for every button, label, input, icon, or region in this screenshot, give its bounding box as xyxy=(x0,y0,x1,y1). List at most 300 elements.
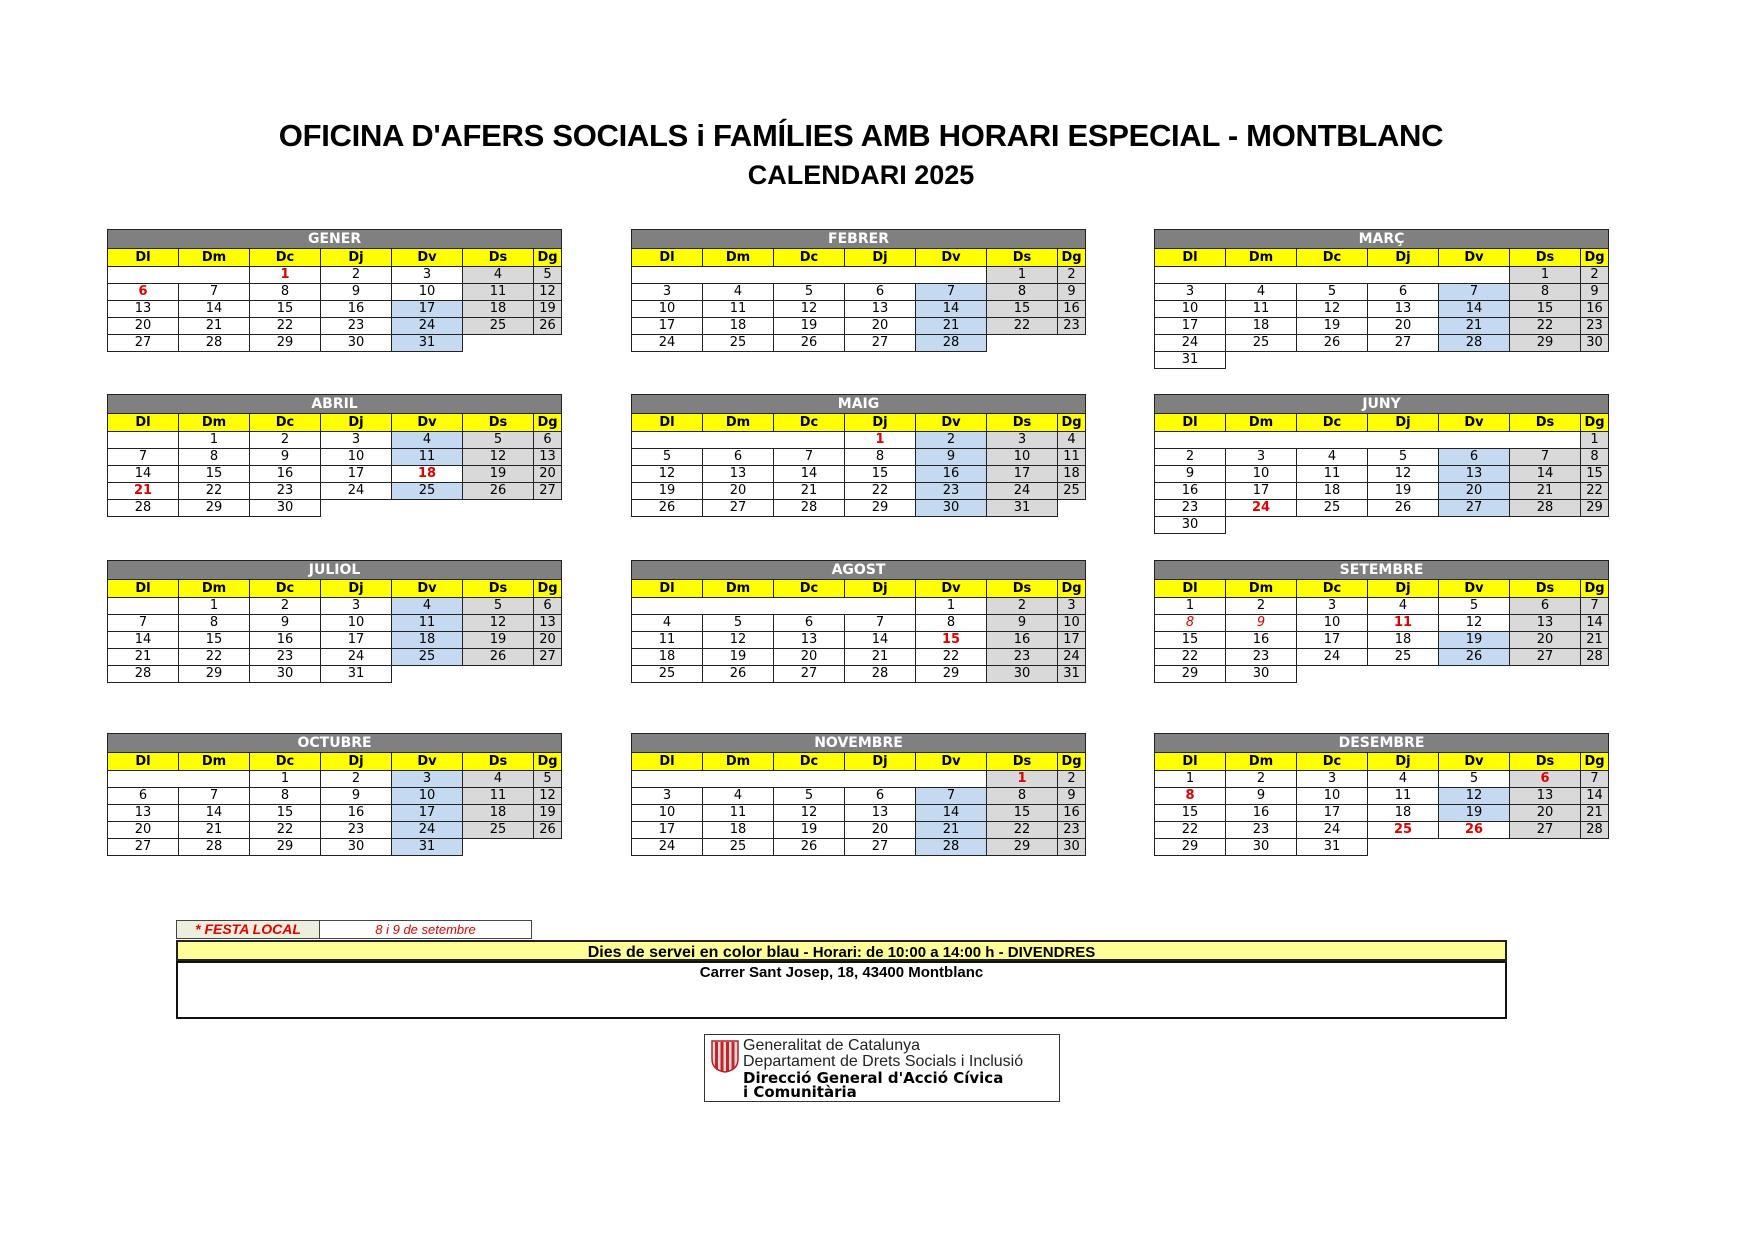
day-cell: 31 xyxy=(1058,666,1086,683)
day-cell: 20 xyxy=(534,466,562,483)
weekday-header: Dl xyxy=(1155,249,1226,267)
empty-cell xyxy=(1581,517,1609,534)
day-cell: 25 xyxy=(1226,335,1297,352)
weekday-header: Ds xyxy=(463,414,534,432)
day-cell: 20 xyxy=(534,632,562,649)
weekday-header: Dm xyxy=(179,414,250,432)
weekday-header: Dj xyxy=(321,414,392,432)
day-cell: 2 xyxy=(250,598,321,615)
day-cell: 4 xyxy=(463,771,534,788)
day-cell: 18 xyxy=(703,822,774,839)
day-cell: 8 xyxy=(845,449,916,466)
day-cell: 11 xyxy=(392,449,463,466)
day-cell: 29 xyxy=(1155,666,1226,683)
day-cell: 12 xyxy=(1439,788,1510,805)
day-cell: 4 xyxy=(463,267,534,284)
weekday-header: Dg xyxy=(534,249,562,267)
day-cell: 9 xyxy=(1058,284,1086,301)
day-cell: 10 xyxy=(1155,301,1226,318)
empty-cell xyxy=(392,500,463,517)
day-cell: 27 xyxy=(108,839,179,856)
day-cell: 30 xyxy=(321,839,392,856)
weekday-header: Ds xyxy=(463,580,534,598)
day-cell: 26 xyxy=(1368,500,1439,517)
day-cell: 28 xyxy=(179,335,250,352)
day-cell: 2 xyxy=(1581,267,1609,284)
day-cell: 20 xyxy=(774,649,845,666)
empty-cell xyxy=(463,500,534,517)
day-cell: 26 xyxy=(774,839,845,856)
day-cell: 1 xyxy=(987,771,1058,788)
day-cell: 1 xyxy=(179,432,250,449)
local-holiday-label: * FESTA LOCAL xyxy=(176,920,320,939)
weekday-header: Dl xyxy=(632,249,703,267)
day-cell: 2 xyxy=(987,598,1058,615)
weekday-header: Dg xyxy=(1581,249,1609,267)
weekday-header: Dm xyxy=(1226,580,1297,598)
day-cell: 24 xyxy=(632,839,703,856)
month-title: DESEMBRE xyxy=(1155,734,1609,753)
day-cell: 22 xyxy=(845,483,916,500)
day-cell: 17 xyxy=(1058,632,1086,649)
day-cell: 19 xyxy=(774,318,845,335)
day-cell: 19 xyxy=(632,483,703,500)
day-cell: 17 xyxy=(392,301,463,318)
day-cell: 1 xyxy=(916,598,987,615)
day-cell: 23 xyxy=(987,649,1058,666)
day-cell: 9 xyxy=(1226,615,1297,632)
day-cell: 17 xyxy=(1155,318,1226,335)
month-novembre xyxy=(631,733,1085,856)
day-cell: 21 xyxy=(1439,318,1510,335)
day-cell: 3 xyxy=(1297,598,1368,615)
weekday-header: Ds xyxy=(1510,414,1581,432)
day-cell: 8 xyxy=(250,788,321,805)
day-cell: 14 xyxy=(916,805,987,822)
day-cell: 5 xyxy=(463,598,534,615)
day-cell: 24 xyxy=(1226,500,1297,517)
day-cell: 13 xyxy=(534,615,562,632)
day-cell: 15 xyxy=(1155,805,1226,822)
day-cell: 3 xyxy=(392,267,463,284)
day-cell: 24 xyxy=(392,318,463,335)
day-cell: 11 xyxy=(392,615,463,632)
day-cell: 1 xyxy=(1155,598,1226,615)
empty-cell xyxy=(108,771,250,788)
day-cell: 18 xyxy=(703,318,774,335)
day-cell: 19 xyxy=(463,466,534,483)
month-setembre xyxy=(1154,560,1608,683)
day-cell: 14 xyxy=(1439,301,1510,318)
day-cell: 2 xyxy=(1155,449,1226,466)
day-cell: 27 xyxy=(774,666,845,683)
day-cell: 29 xyxy=(1510,335,1581,352)
day-cell: 18 xyxy=(1368,632,1439,649)
weekday-header: Dj xyxy=(845,249,916,267)
day-cell: 19 xyxy=(1439,805,1510,822)
empty-cell xyxy=(1510,666,1581,683)
weekday-header: Dc xyxy=(1297,753,1368,771)
empty-cell xyxy=(463,335,534,352)
weekday-header: Dv xyxy=(1439,580,1510,598)
day-cell: 22 xyxy=(1510,318,1581,335)
day-cell: 13 xyxy=(1510,615,1581,632)
day-cell: 26 xyxy=(1439,649,1510,666)
day-cell: 4 xyxy=(703,284,774,301)
empty-cell xyxy=(321,500,392,517)
weekday-header: Ds xyxy=(463,753,534,771)
day-cell: 26 xyxy=(774,335,845,352)
day-cell: 12 xyxy=(632,466,703,483)
day-cell: 6 xyxy=(774,615,845,632)
day-cell: 3 xyxy=(1226,449,1297,466)
day-cell: 15 xyxy=(1581,466,1609,483)
address-text: Carrer Sant Josep, 18, 43400 Montblanc xyxy=(699,964,984,981)
day-cell: 3 xyxy=(1155,284,1226,301)
day-cell: 22 xyxy=(179,483,250,500)
page-title: OFICINA D'AFERS SOCIALS i FAMÍLIES AMB HORARI ESPECIAL - MONTBLANC xyxy=(278,118,1444,153)
day-cell: 6 xyxy=(108,788,179,805)
weekday-header: Dv xyxy=(916,753,987,771)
month-febrer xyxy=(631,229,1085,352)
day-cell: 15 xyxy=(987,301,1058,318)
day-cell: 11 xyxy=(703,805,774,822)
day-cell: 21 xyxy=(179,822,250,839)
day-cell: 13 xyxy=(1368,301,1439,318)
empty-cell xyxy=(1439,839,1510,856)
day-cell: 18 xyxy=(632,649,703,666)
day-cell: 13 xyxy=(108,301,179,318)
day-cell: 12 xyxy=(1439,615,1510,632)
day-cell: 14 xyxy=(179,805,250,822)
day-cell: 6 xyxy=(108,284,179,301)
logo-line-2: Departament de Drets Socials i Inclusió xyxy=(743,1053,1024,1070)
weekday-header: Dm xyxy=(179,753,250,771)
day-cell: 18 xyxy=(1297,483,1368,500)
day-cell: 23 xyxy=(1226,649,1297,666)
empty-cell xyxy=(1439,517,1510,534)
day-cell: 2 xyxy=(916,432,987,449)
empty-cell xyxy=(1155,267,1510,284)
month-octubre xyxy=(107,733,561,856)
day-cell: 27 xyxy=(845,335,916,352)
weekday-header: Dm xyxy=(1226,753,1297,771)
day-cell: 10 xyxy=(987,449,1058,466)
day-cell: 30 xyxy=(321,335,392,352)
day-cell: 6 xyxy=(534,598,562,615)
day-cell: 30 xyxy=(1581,335,1609,352)
day-cell: 16 xyxy=(987,632,1058,649)
weekday-header: Dg xyxy=(1058,414,1086,432)
day-cell: 6 xyxy=(703,449,774,466)
day-cell: 11 xyxy=(463,284,534,301)
weekday-header: Dj xyxy=(1368,753,1439,771)
day-cell: 13 xyxy=(703,466,774,483)
logo-line-1: Generalitat de Catalunya xyxy=(743,1037,920,1054)
day-cell: 2 xyxy=(321,771,392,788)
empty-cell xyxy=(534,666,562,683)
weekday-header: Dl xyxy=(108,414,179,432)
weekday-header: Dc xyxy=(774,414,845,432)
weekday-header: Dm xyxy=(703,414,774,432)
empty-cell xyxy=(463,839,534,856)
empty-cell xyxy=(632,432,845,449)
weekday-header: Dg xyxy=(1581,753,1609,771)
weekday-header: Dm xyxy=(179,580,250,598)
day-cell: 5 xyxy=(534,267,562,284)
month-title: MARÇ xyxy=(1155,230,1609,249)
day-cell: 29 xyxy=(1155,839,1226,856)
day-cell: 6 xyxy=(845,284,916,301)
weekday-header: Dc xyxy=(250,753,321,771)
day-cell: 20 xyxy=(1439,483,1510,500)
day-cell: 26 xyxy=(534,822,562,839)
day-cell: 25 xyxy=(632,666,703,683)
day-cell: 3 xyxy=(632,284,703,301)
empty-cell xyxy=(1226,352,1297,369)
day-cell: 24 xyxy=(392,822,463,839)
day-cell: 25 xyxy=(703,335,774,352)
day-cell: 7 xyxy=(845,615,916,632)
month-title: FEBRER xyxy=(632,230,1086,249)
month-title: AGOST xyxy=(632,561,1086,580)
day-cell: 20 xyxy=(108,822,179,839)
day-cell: 15 xyxy=(845,466,916,483)
day-cell: 24 xyxy=(321,483,392,500)
day-cell: 21 xyxy=(916,318,987,335)
day-cell: 29 xyxy=(179,500,250,517)
day-cell: 1 xyxy=(1581,432,1609,449)
day-cell: 19 xyxy=(703,649,774,666)
day-cell: 24 xyxy=(321,649,392,666)
day-cell: 28 xyxy=(108,500,179,517)
empty-cell xyxy=(1510,839,1581,856)
day-cell: 23 xyxy=(1058,822,1086,839)
day-cell: 25 xyxy=(463,318,534,335)
day-cell: 24 xyxy=(987,483,1058,500)
day-cell: 11 xyxy=(1226,301,1297,318)
day-cell: 14 xyxy=(774,466,845,483)
day-cell: 5 xyxy=(703,615,774,632)
month-title: OCTUBRE xyxy=(108,734,562,753)
day-cell: 5 xyxy=(1368,449,1439,466)
day-cell: 3 xyxy=(1058,598,1086,615)
weekday-header: Dc xyxy=(774,249,845,267)
day-cell: 31 xyxy=(1155,352,1226,369)
day-cell: 12 xyxy=(703,632,774,649)
day-cell: 22 xyxy=(1155,822,1226,839)
day-cell: 11 xyxy=(1368,615,1439,632)
day-cell: 18 xyxy=(463,301,534,318)
day-cell: 11 xyxy=(463,788,534,805)
day-cell: 3 xyxy=(1297,771,1368,788)
day-cell: 24 xyxy=(1297,822,1368,839)
empty-cell xyxy=(1155,432,1581,449)
day-cell: 20 xyxy=(845,318,916,335)
day-cell: 12 xyxy=(774,301,845,318)
day-cell: 19 xyxy=(774,822,845,839)
day-cell: 12 xyxy=(774,805,845,822)
day-cell: 29 xyxy=(250,839,321,856)
weekday-header: Dg xyxy=(1581,580,1609,598)
day-cell: 21 xyxy=(845,649,916,666)
day-cell: 7 xyxy=(1510,449,1581,466)
empty-cell xyxy=(1581,352,1609,369)
day-cell: 27 xyxy=(108,335,179,352)
weekday-header: Ds xyxy=(987,414,1058,432)
weekday-header: Dj xyxy=(845,753,916,771)
day-cell: 23 xyxy=(1581,318,1609,335)
weekday-header: Ds xyxy=(987,249,1058,267)
day-cell: 10 xyxy=(632,805,703,822)
day-cell: 13 xyxy=(1439,466,1510,483)
weekday-header: Dj xyxy=(321,753,392,771)
weekday-header: Dv xyxy=(1439,753,1510,771)
day-cell: 16 xyxy=(321,301,392,318)
day-cell: 7 xyxy=(774,449,845,466)
month-juny xyxy=(1154,394,1608,534)
day-cell: 16 xyxy=(321,805,392,822)
day-cell: 7 xyxy=(179,284,250,301)
day-cell: 24 xyxy=(1297,649,1368,666)
empty-cell xyxy=(1581,839,1609,856)
day-cell: 8 xyxy=(1155,615,1226,632)
day-cell: 16 xyxy=(250,632,321,649)
empty-cell xyxy=(1297,666,1368,683)
logo-line-3: Direcció General d'Acció Cívica xyxy=(743,1069,1004,1087)
day-cell: 30 xyxy=(987,666,1058,683)
day-cell: 2 xyxy=(1226,771,1297,788)
day-cell: 29 xyxy=(987,839,1058,856)
day-cell: 14 xyxy=(1581,615,1609,632)
empty-cell xyxy=(108,432,179,449)
day-cell: 9 xyxy=(1226,788,1297,805)
empty-cell xyxy=(534,500,562,517)
day-cell: 7 xyxy=(1439,284,1510,301)
day-cell: 1 xyxy=(1155,771,1226,788)
page-subtitle: CALENDARI 2025 xyxy=(747,160,975,190)
weekday-header: Ds xyxy=(1510,753,1581,771)
weekday-header: Dg xyxy=(1058,580,1086,598)
day-cell: 3 xyxy=(321,598,392,615)
day-cell: 5 xyxy=(1297,284,1368,301)
weekday-header: Dm xyxy=(1226,414,1297,432)
day-cell: 2 xyxy=(1226,598,1297,615)
weekday-header: Ds xyxy=(1510,580,1581,598)
day-cell: 23 xyxy=(1058,318,1086,335)
day-cell: 3 xyxy=(632,788,703,805)
day-cell: 27 xyxy=(703,500,774,517)
empty-cell xyxy=(1439,352,1510,369)
day-cell: 30 xyxy=(1155,517,1226,534)
weekday-header: Dg xyxy=(534,580,562,598)
day-cell: 6 xyxy=(1368,284,1439,301)
day-cell: 14 xyxy=(1510,466,1581,483)
day-cell: 26 xyxy=(632,500,703,517)
day-cell: 9 xyxy=(1581,284,1609,301)
day-cell: 10 xyxy=(392,284,463,301)
day-cell: 15 xyxy=(1510,301,1581,318)
weekday-header: Dg xyxy=(1058,753,1086,771)
weekday-header: Dm xyxy=(703,753,774,771)
day-cell: 5 xyxy=(534,771,562,788)
weekday-header: Dc xyxy=(1297,249,1368,267)
day-cell: 17 xyxy=(392,805,463,822)
empty-cell xyxy=(534,335,562,352)
day-cell: 2 xyxy=(1058,267,1086,284)
day-cell: 27 xyxy=(1510,649,1581,666)
empty-cell xyxy=(1581,666,1609,683)
weekday-header: Dc xyxy=(1297,580,1368,598)
empty-cell xyxy=(392,666,463,683)
day-cell: 4 xyxy=(1368,598,1439,615)
weekday-header: Dc xyxy=(250,414,321,432)
day-cell: 14 xyxy=(845,632,916,649)
day-cell: 17 xyxy=(632,318,703,335)
day-cell: 5 xyxy=(463,432,534,449)
senyera-emblem-icon xyxy=(710,1039,740,1073)
month-title: MAIG xyxy=(632,395,1086,414)
weekday-header: Dm xyxy=(1226,249,1297,267)
day-cell: 1 xyxy=(845,432,916,449)
day-cell: 21 xyxy=(179,318,250,335)
day-cell: 21 xyxy=(108,649,179,666)
day-cell: 29 xyxy=(845,500,916,517)
day-cell: 21 xyxy=(1581,632,1609,649)
day-cell: 8 xyxy=(250,284,321,301)
generalitat-logo xyxy=(704,1034,1060,1102)
empty-cell xyxy=(1297,517,1368,534)
day-cell: 8 xyxy=(987,284,1058,301)
day-cell: 19 xyxy=(1368,483,1439,500)
day-cell: 14 xyxy=(179,301,250,318)
day-cell: 16 xyxy=(1155,483,1226,500)
day-cell: 9 xyxy=(321,284,392,301)
month-desembre xyxy=(1154,733,1608,856)
weekday-header: Dv xyxy=(1439,249,1510,267)
day-cell: 4 xyxy=(632,615,703,632)
day-cell: 8 xyxy=(1155,788,1226,805)
weekday-header: Dc xyxy=(250,580,321,598)
day-cell: 28 xyxy=(108,666,179,683)
day-cell: 22 xyxy=(250,822,321,839)
day-cell: 17 xyxy=(632,822,703,839)
day-cell: 19 xyxy=(1297,318,1368,335)
day-cell: 15 xyxy=(1155,632,1226,649)
empty-cell xyxy=(108,267,250,284)
month-gener xyxy=(107,229,561,352)
day-cell: 7 xyxy=(1581,598,1609,615)
day-cell: 20 xyxy=(1510,632,1581,649)
weekday-header: Dc xyxy=(250,249,321,267)
month-title: SETEMBRE xyxy=(1155,561,1609,580)
day-cell: 28 xyxy=(1581,649,1609,666)
day-cell: 26 xyxy=(463,649,534,666)
weekday-header: Dl xyxy=(1155,414,1226,432)
weekday-header: Dl xyxy=(1155,753,1226,771)
day-cell: 25 xyxy=(1368,649,1439,666)
address-box xyxy=(176,961,1507,1019)
day-cell: 11 xyxy=(1058,449,1086,466)
day-cell: 15 xyxy=(250,301,321,318)
day-cell: 24 xyxy=(632,335,703,352)
day-cell: 22 xyxy=(916,649,987,666)
day-cell: 30 xyxy=(250,500,321,517)
month-març xyxy=(1154,229,1608,369)
weekday-header: Dv xyxy=(916,580,987,598)
day-cell: 17 xyxy=(321,466,392,483)
day-cell: 8 xyxy=(916,615,987,632)
